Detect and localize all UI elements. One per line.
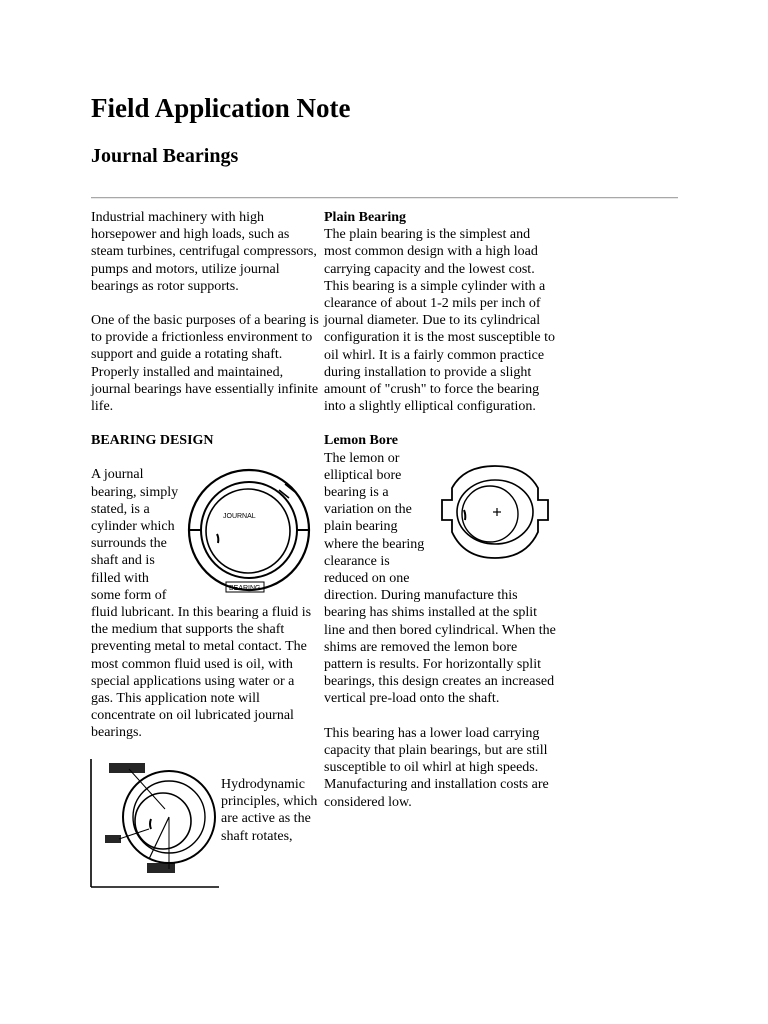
leader-left bbox=[119, 829, 149, 839]
plain-bearing-heading: Plain Bearing bbox=[324, 210, 407, 225]
intro-paragraph-1: Industrial machinery with high horsepower and high loads, such as steam turbines, centrifugal compressors, pumps and motors, utilize journal bearings as rotor supports. bbox=[91, 210, 317, 294]
journal-label: JOURNAL bbox=[223, 513, 256, 521]
lemon-bore-heading: Lemon Bore bbox=[324, 433, 399, 449]
leader-top bbox=[129, 769, 165, 809]
journal-circle bbox=[206, 489, 290, 573]
hydro-paragraph: Hydrodynamic principles, which are active as the shaft rotates, bbox=[221, 776, 318, 844]
lemon-bore-paragraph-2: This bearing has a lower load carrying capacity that plain bearings, but are still susceptible to oil whirl at high speeds. Manufacturing and installation costs are considered low. bbox=[324, 725, 549, 810]
horizontal-rule bbox=[91, 197, 678, 199]
eccentric-journal bbox=[135, 793, 191, 849]
plain-bearing-paragraph: The plain bearing is the simplest and most common design with a high load carrying capacity and the lowest cost. This bearing is a simple cylinder with a clearance of about 1-2 mils per inch of journal diameter. Due to its cylindrical configuration it is the most susceptible to oil whirl. It is a fairly common practice during installation to provide a slight amount of "crush" to force the bearing into a slightly elliptical configuration. bbox=[324, 227, 555, 415]
section-heading-bearing-design: BEARING DESIGN bbox=[91, 433, 214, 449]
design-paragraph: A journal bearing, simply stated, is a cylinder which surrounds the shaft and is filled with some form of fluid lubricant. In this bearing a fluid is the medium that supports the shaft preventing metal to metal contact. The most common fluid used is oil, with special applications using water or a gas. This application note will concentrate on oil lubricated journal bearings. bbox=[91, 467, 312, 741]
hydro-block bbox=[91, 759, 319, 845]
bearing-inner-ring bbox=[201, 482, 297, 578]
lemon-journal bbox=[462, 486, 518, 542]
bearing-label: BEARING bbox=[229, 585, 261, 593]
lemon-block bbox=[324, 450, 556, 708]
oil-film-mark bbox=[217, 534, 218, 543]
intro-paragraph-2: One of the basic purposes of a bearing is to provide a frictionless environment to support and guide a rotating shaft. Properly installed and maintained, journal bearings have essentially infinite life. bbox=[91, 313, 319, 415]
left-label-smudge bbox=[105, 835, 121, 843]
lemon-bore-paragraph: The lemon or elliptical bore bearing is a variation on the plain bearing where the bearing clearance is reduced on one direction. During manufacture this bearing has shims installed at the split line and then bored cylindrical. When the shims are removed the lemon bore pattern is results. For horizontally split bearings, this design creates an increased vertical pre-load onto the shaft. bbox=[324, 450, 556, 707]
page-subtitle: Journal Bearings bbox=[91, 145, 239, 167]
right-column bbox=[324, 209, 556, 811]
lemon-bore-diagram bbox=[434, 462, 556, 572]
oil-film-mark-2 bbox=[150, 819, 151, 829]
oil-film-mark-3 bbox=[464, 510, 465, 520]
top-label-smudge bbox=[109, 763, 145, 773]
eccentric-journal-diagram bbox=[89, 759, 221, 889]
left-column bbox=[91, 209, 319, 889]
journal-bearing-diagram bbox=[181, 466, 319, 600]
design-block bbox=[91, 466, 319, 741]
bottom-label-smudge bbox=[147, 863, 175, 873]
page-title: Field Application Note bbox=[91, 93, 351, 123]
